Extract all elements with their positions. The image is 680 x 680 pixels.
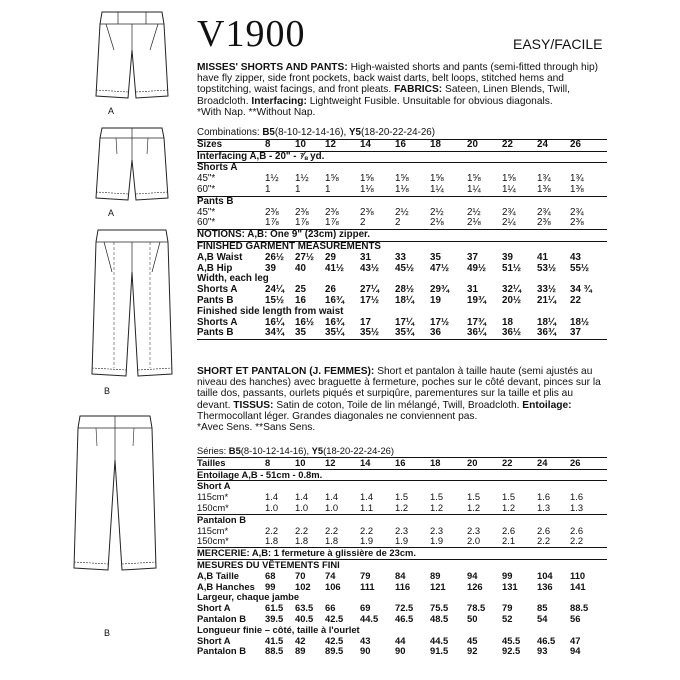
table-cell: 1.4 — [360, 491, 374, 503]
figure-label-b1: B — [104, 386, 111, 396]
table-cell: 45½ — [395, 262, 415, 274]
table-cell: 2¾ — [502, 206, 516, 218]
table-cell: 56 — [570, 612, 581, 624]
table-cell: 2.6 — [570, 524, 584, 536]
pants-b-back-drawing — [68, 414, 162, 572]
table-cell: 19 — [430, 294, 441, 306]
table-row — [197, 571, 607, 582]
table-cell: 1.4 — [325, 491, 339, 503]
row-label: Pants B — [197, 294, 234, 306]
table-cell: 131 — [502, 580, 518, 592]
table-cell: 79 — [360, 569, 371, 581]
table-cell: 16 — [295, 294, 306, 306]
table-cell: 45.5 — [502, 634, 521, 646]
table-cell: 36¼ — [467, 327, 487, 339]
table-cell: 88.5 — [265, 645, 284, 657]
table-row — [197, 536, 607, 547]
table-cell: 2.0 — [467, 535, 481, 547]
table-cell: 2⅜ — [360, 206, 374, 218]
row-label: A,B Hip — [197, 262, 233, 274]
table-cell: 42 — [295, 634, 306, 646]
table-cell: 29 — [325, 251, 336, 263]
table-cell: 121 — [430, 580, 446, 592]
table-cell: 51½ — [502, 262, 522, 274]
row-label: 150cm* — [197, 535, 229, 547]
table-cell: 48.5 — [430, 612, 449, 624]
table-cell: 1.3 — [537, 501, 551, 513]
table-cell: 1⅞ — [295, 217, 309, 229]
fr-title: SHORT ET PANTALON (J. FEMMES): — [197, 366, 375, 377]
en-fabrics: Sateen, Linen Blends, Twill, Broadcloth. — [197, 84, 571, 107]
table-cell: 116 — [395, 580, 411, 592]
table-cell: 94 — [570, 645, 581, 657]
row-label: 60"* — [197, 183, 216, 195]
table-cell: 2⅜ — [537, 217, 551, 229]
table-cell: 35 — [295, 327, 306, 339]
en-sizes-row — [197, 139, 607, 152]
table-cell: 1⅝ — [502, 173, 516, 185]
table-cell: 102 — [295, 580, 311, 592]
table-cell: 2⅜ — [570, 217, 584, 229]
table-cell: 34 ¾ — [570, 284, 592, 296]
table-cell: 2⅜ — [325, 206, 339, 218]
table-cell: 37 — [467, 251, 478, 263]
row-label: 45"* — [197, 173, 216, 185]
table-cell: 2½ — [467, 206, 481, 218]
shorts-a-front-drawing — [92, 10, 172, 102]
table-cell: 8 — [265, 138, 271, 150]
table-cell: 1½ — [295, 173, 309, 185]
table-cell: 22 — [570, 294, 581, 306]
table-cell: 2¼ — [502, 217, 516, 229]
table-cell: 1⅝ — [360, 173, 374, 185]
table-cell: 18½ — [570, 316, 590, 328]
table-cell: 18 — [430, 138, 441, 150]
table-cell: 106 — [325, 580, 341, 592]
table-cell: 1.5 — [395, 491, 409, 503]
table-cell: 91.5 — [430, 645, 449, 657]
table-cell: 24¼ — [265, 284, 285, 296]
en-finished-heading: FINISHED GARMENT MEASUREMENTS — [197, 241, 607, 253]
table-cell: 2.2 — [265, 524, 279, 536]
table-cell: 89.5 — [325, 645, 344, 657]
difficulty-label: EASY/FACILE — [513, 36, 603, 52]
table-cell: 1½ — [265, 173, 279, 185]
table-cell: 20 — [467, 456, 478, 468]
table-cell: 104 — [537, 569, 553, 581]
table-cell: 93 — [537, 645, 548, 657]
row-label: Short A — [197, 634, 231, 646]
table-cell: 1.6 — [537, 491, 551, 503]
table-cell: 16¾ — [325, 316, 345, 328]
table-cell: 47 — [570, 634, 581, 646]
table-cell: 1⅝ — [325, 173, 339, 185]
table-cell: 25 — [295, 284, 306, 296]
fr-interfacing-row: Entoilage A,B - 51cm - 0.8m. — [197, 468, 323, 480]
table-cell: 18 — [430, 456, 441, 468]
en-interfacing-label: Interfacing: — [251, 95, 307, 107]
table-cell: 99 — [265, 580, 276, 592]
row-label: 45"* — [197, 206, 216, 218]
table-cell: 1.9 — [430, 535, 444, 547]
fr-body: Short et pantalon à taille haute (semi ajustés au niveau des hanches) avec braguette à fermeture, poches sur le côté devant, pinces sur la taille dos, passants, ourlets piqués et surpiqûre, parementures sur la taille et plis au devant. — [197, 366, 601, 411]
table-cell: 43½ — [360, 262, 380, 274]
table-cell: 16 — [395, 138, 406, 150]
table-cell: 63.5 — [295, 602, 314, 614]
table-cell: 42.5 — [325, 612, 344, 624]
table-cell: 1.5 — [430, 491, 444, 503]
table-cell: 27¼ — [360, 284, 380, 296]
fr-interfacing-label: Entoilage: — [522, 399, 572, 411]
table-cell: 12 — [325, 456, 336, 468]
table-cell: 33 — [395, 251, 406, 263]
table-cell: 74 — [325, 569, 336, 581]
table-cell: 35¼ — [325, 327, 345, 339]
fr-finished-heading: MESURES DU VÊTEMENTS FINI — [197, 559, 607, 571]
french-metrage-table — [197, 446, 607, 657]
en-width-heading: Width, each leg — [197, 273, 269, 285]
fr-length-heading: Longueur finie – côté, taille à l'ourlet — [197, 623, 360, 635]
table-cell: 1.0 — [265, 501, 279, 513]
table-cell: 40 — [295, 262, 306, 274]
table-cell: 41.5 — [265, 634, 284, 646]
table-cell: 37 — [570, 327, 581, 339]
table-cell: 54 — [537, 612, 548, 624]
table-cell: 17¼ — [395, 316, 415, 328]
table-cell: 1.2 — [430, 501, 444, 513]
table-cell: 1.8 — [265, 535, 279, 547]
table-cell: 26½ — [265, 251, 285, 263]
table-cell: 1.6 — [570, 491, 584, 503]
table-cell: 2.2 — [570, 535, 584, 547]
table-cell: 14 — [360, 456, 371, 468]
table-cell: 2⅛ — [430, 217, 444, 229]
en-interfacing-row: Interfacing A,B - 20" - ⅞ yd. — [197, 150, 325, 162]
figure-label-a1: A — [108, 106, 115, 116]
table-cell: 1.9 — [395, 535, 409, 547]
table-cell: 1 — [325, 183, 331, 195]
fr-interfacing: Thermocollant léger. Grandes diagonales ne conviennent pas. — [197, 410, 478, 422]
table-cell: 12 — [325, 138, 336, 150]
table-cell: 1⅛ — [360, 183, 374, 195]
table-cell: 28½ — [395, 284, 415, 296]
table-cell: 85 — [537, 602, 548, 614]
table-cell: 92 — [467, 645, 478, 657]
table-cell: 40.5 — [295, 612, 314, 624]
en-fabrics-label: FABRICS: — [394, 84, 443, 96]
table-cell: 1.8 — [325, 535, 339, 547]
table-cell: 126 — [467, 580, 483, 592]
row-label: Shorts A — [197, 316, 238, 328]
table-cell: 39 — [265, 262, 276, 274]
table-cell: 2.2 — [537, 535, 551, 547]
en-title: MISSES' SHORTS AND PANTS: — [197, 62, 348, 73]
shorts-a-back-drawing — [92, 126, 172, 202]
table-cell: 88.5 — [570, 602, 589, 614]
table-cell: 2⅜ — [265, 206, 279, 218]
table-row — [197, 328, 607, 340]
row-label: 150cm* — [197, 501, 229, 513]
table-cell: 136 — [537, 580, 553, 592]
table-cell: 39.5 — [265, 612, 284, 624]
row-label: 60"* — [197, 217, 216, 229]
table-cell: 18¼ — [395, 294, 415, 306]
table-cell: 20½ — [502, 294, 522, 306]
table-cell: 22 — [502, 456, 513, 468]
row-label: Shorts A — [197, 284, 238, 296]
table-cell: 61.5 — [265, 602, 284, 614]
row-label: Pantalon B — [197, 612, 246, 624]
table-cell: 35 — [430, 251, 441, 263]
table-cell: 1.4 — [265, 491, 279, 503]
table-cell: 17 — [360, 316, 371, 328]
en-shorts-a-heading: Shorts A — [197, 162, 607, 174]
table-cell: 72.5 — [395, 602, 414, 614]
row-label: 115cm* — [197, 491, 229, 503]
table-cell: 75.5 — [430, 602, 449, 614]
table-cell: 24 — [537, 138, 548, 150]
table-cell: 10 — [295, 138, 306, 150]
table-cell: 1¾ — [570, 173, 584, 185]
table-cell: 16¼ — [265, 316, 285, 328]
table-cell: 1 — [295, 183, 301, 195]
fr-fabrics-label: TISSUS: — [233, 399, 274, 411]
table-cell: 43 — [570, 251, 581, 263]
table-cell: 2.3 — [430, 524, 444, 536]
table-cell: 17½ — [430, 316, 450, 328]
table-cell: 27½ — [295, 251, 315, 263]
table-cell: 1¼ — [467, 183, 481, 195]
table-cell: 90 — [360, 645, 371, 657]
table-cell: 2.6 — [537, 524, 551, 536]
table-cell: 18¼ — [537, 316, 557, 328]
table-cell: 41 — [537, 251, 548, 263]
table-cell: 1 — [265, 183, 271, 195]
en-nap-note: *With Nap. **Without Nap. — [197, 106, 316, 118]
table-cell: 22 — [502, 138, 513, 150]
table-cell: 35½ — [360, 327, 380, 339]
table-cell: 41½ — [325, 262, 345, 274]
table-cell: 26 — [570, 456, 581, 468]
table-cell: 2¾ — [570, 206, 584, 218]
en-interfacing: Lightweight Fusible. Unsuitable for obvious diagonals. — [309, 95, 553, 107]
table-cell: 50 — [467, 612, 478, 624]
table-cell: 1.5 — [502, 491, 516, 503]
fr-series: Séries: B5(8-10-12-14-16), Y5(18-20-22-24-26) — [197, 445, 394, 456]
table-cell: 26 — [325, 284, 336, 296]
table-cell: 2.2 — [360, 524, 374, 536]
table-cell: 18 — [502, 316, 513, 328]
table-cell: 1¼ — [430, 183, 444, 195]
en-body: High-waisted shorts and pants (semi-fitted through hip) have fly zipper, side front pockets, back waist darts, belt loops, stitched hems and topstitching, waist facings, and front pleats. — [197, 62, 599, 96]
table-cell: 32¼ — [502, 284, 522, 296]
table-cell: 16½ — [295, 316, 315, 328]
figure-label-b2: B — [104, 628, 111, 638]
row-label: Pantalon B — [197, 645, 246, 657]
table-row — [197, 185, 607, 196]
table-cell: 70 — [295, 569, 306, 581]
table-cell: 2.3 — [467, 524, 481, 536]
table-cell: 90 — [395, 645, 406, 657]
table-cell: 68 — [265, 569, 276, 581]
table-cell: 36 — [430, 327, 441, 339]
table-cell: 2 — [395, 217, 401, 229]
table-cell: 52 — [502, 612, 513, 624]
row-label: Short A — [197, 602, 231, 614]
table-cell: 1⅞ — [325, 217, 339, 229]
table-cell: 1.5 — [467, 491, 481, 503]
table-cell: 44.5 — [430, 634, 449, 646]
en-notions: NOTIONS: A,B: One 9" (23cm) zipper. — [197, 229, 607, 241]
table-cell: 1.8 — [295, 535, 309, 547]
figure-label-a2: A — [108, 208, 115, 218]
table-cell: 2.2 — [325, 524, 339, 536]
table-cell: 1.1 — [360, 501, 374, 513]
table-cell: 36½ — [502, 327, 522, 339]
table-cell: 1.2 — [502, 501, 516, 513]
table-cell: 1⅜ — [537, 183, 551, 195]
row-label: 115cm* — [197, 524, 229, 536]
fr-fabrics: Satin de coton, Toile de lin mélangé, Twill, Broadcloth. — [276, 399, 520, 411]
table-cell: 8 — [265, 456, 271, 468]
table-cell: 17½ — [360, 294, 380, 306]
table-cell: 89 — [295, 645, 306, 657]
table-cell: 1¼ — [502, 183, 516, 195]
row-label: Sizes — [197, 138, 223, 150]
table-cell: 43 — [360, 634, 371, 646]
table-cell: 2 — [360, 217, 366, 229]
table-cell: 92.5 — [502, 645, 521, 657]
table-cell: 31 — [467, 284, 478, 296]
row-label: A,B Hanches — [197, 580, 255, 592]
table-cell: 2.1 — [502, 535, 516, 547]
english-description — [197, 62, 607, 118]
table-cell: 1¾ — [537, 173, 551, 185]
fr-pantalon-b-heading: Pantalon B — [197, 514, 607, 526]
table-cell: 17¾ — [467, 316, 487, 328]
table-cell: 2½ — [395, 206, 409, 218]
table-cell: 1⅝ — [430, 173, 444, 185]
table-cell: 78.5 — [467, 602, 486, 614]
table-cell: 1.2 — [395, 501, 409, 513]
table-row — [197, 253, 607, 264]
table-cell: 44.5 — [360, 612, 379, 624]
table-cell: 2.2 — [295, 524, 309, 536]
english-yardage-table — [197, 128, 607, 340]
table-cell: 39 — [502, 251, 513, 263]
table-cell: 1.4 — [295, 491, 309, 503]
fr-width-heading: Largeur, chaque jambe — [197, 591, 300, 603]
row-label: A,B Waist — [197, 251, 243, 263]
table-cell: 33½ — [537, 284, 557, 296]
table-cell: 53½ — [537, 262, 557, 274]
table-cell: 49½ — [467, 262, 487, 274]
fr-mercerie: MERCERIE: A,B: 1 fermeture à glissière de 23cm. — [197, 547, 607, 559]
en-combinations: Combinations: B5(8-10-12-14-16), Y5(18-20-22-24-26) — [197, 127, 436, 138]
table-cell: 46.5 — [395, 612, 414, 624]
table-cell: 45 — [467, 634, 478, 646]
table-cell: 84 — [395, 569, 406, 581]
table-cell: 35¾ — [395, 327, 415, 339]
table-cell: 15½ — [265, 294, 285, 306]
table-cell: 1.0 — [295, 501, 309, 513]
table-cell: 1.9 — [360, 535, 374, 547]
table-cell: 111 — [360, 580, 375, 592]
table-cell: 19¾ — [467, 294, 487, 306]
table-cell: 2.3 — [395, 524, 409, 536]
fr-short-a-heading: Short A — [197, 480, 607, 492]
table-row — [197, 218, 607, 229]
table-row — [197, 503, 607, 514]
row-label: A,B Taille — [197, 569, 240, 581]
table-cell: 2⅛ — [467, 217, 481, 229]
table-cell: 47½ — [430, 262, 450, 274]
row-label: Tailles — [197, 456, 226, 468]
fr-nap-note: *Avec Sens. **Sans Sens. — [197, 422, 316, 434]
table-cell: 110 — [570, 569, 586, 581]
table-cell: 10 — [295, 456, 306, 468]
table-cell: 1⅝ — [395, 173, 409, 185]
table-cell: 31 — [360, 251, 371, 263]
table-cell: 29¾ — [430, 284, 450, 296]
table-cell: 141 — [570, 580, 586, 592]
table-cell: 14 — [360, 138, 371, 150]
table-cell: 1⅝ — [467, 173, 481, 185]
table-cell: 89 — [430, 569, 441, 581]
table-cell: 20 — [467, 138, 478, 150]
table-cell: 1⅞ — [265, 217, 279, 229]
fr-sizes-row — [197, 457, 607, 470]
en-length-heading: Finished side length from waist — [197, 305, 344, 317]
table-cell: 34¾ — [265, 327, 285, 339]
table-cell: 2.6 — [502, 524, 516, 536]
table-cell: 1⅛ — [395, 183, 409, 195]
pattern-number: V1900 — [197, 13, 306, 55]
table-cell: 21¼ — [537, 294, 557, 306]
table-cell: 16 — [395, 456, 406, 468]
table-cell: 2½ — [430, 206, 444, 218]
table-cell: 42.5 — [325, 634, 344, 646]
table-cell: 99 — [502, 569, 513, 581]
table-cell: 2¾ — [537, 206, 551, 218]
table-cell: 1.2 — [467, 501, 481, 513]
table-cell: 44 — [395, 634, 406, 646]
table-cell: 94 — [467, 569, 478, 581]
table-cell: 69 — [360, 602, 371, 614]
table-cell: 1⅜ — [570, 183, 584, 195]
french-description — [197, 366, 607, 433]
table-cell: 1.3 — [570, 501, 584, 513]
table-cell: 24 — [537, 456, 548, 468]
figures-column — [0, 0, 190, 680]
table-cell: 46.5 — [537, 634, 556, 646]
table-cell: 66 — [325, 602, 336, 614]
en-pants-b-heading: Pants B — [197, 196, 607, 208]
table-cell: 79 — [502, 602, 513, 614]
pants-b-front-drawing — [86, 228, 178, 378]
table-cell: 1.0 — [325, 501, 339, 513]
table-cell: 55½ — [570, 262, 590, 274]
table-cell: 36¾ — [537, 327, 557, 339]
table-cell: 26 — [570, 138, 581, 150]
table-cell: 16¾ — [325, 294, 345, 306]
table-cell: 2⅜ — [295, 206, 309, 218]
row-label: Pants B — [197, 327, 234, 339]
table-row — [197, 646, 607, 657]
